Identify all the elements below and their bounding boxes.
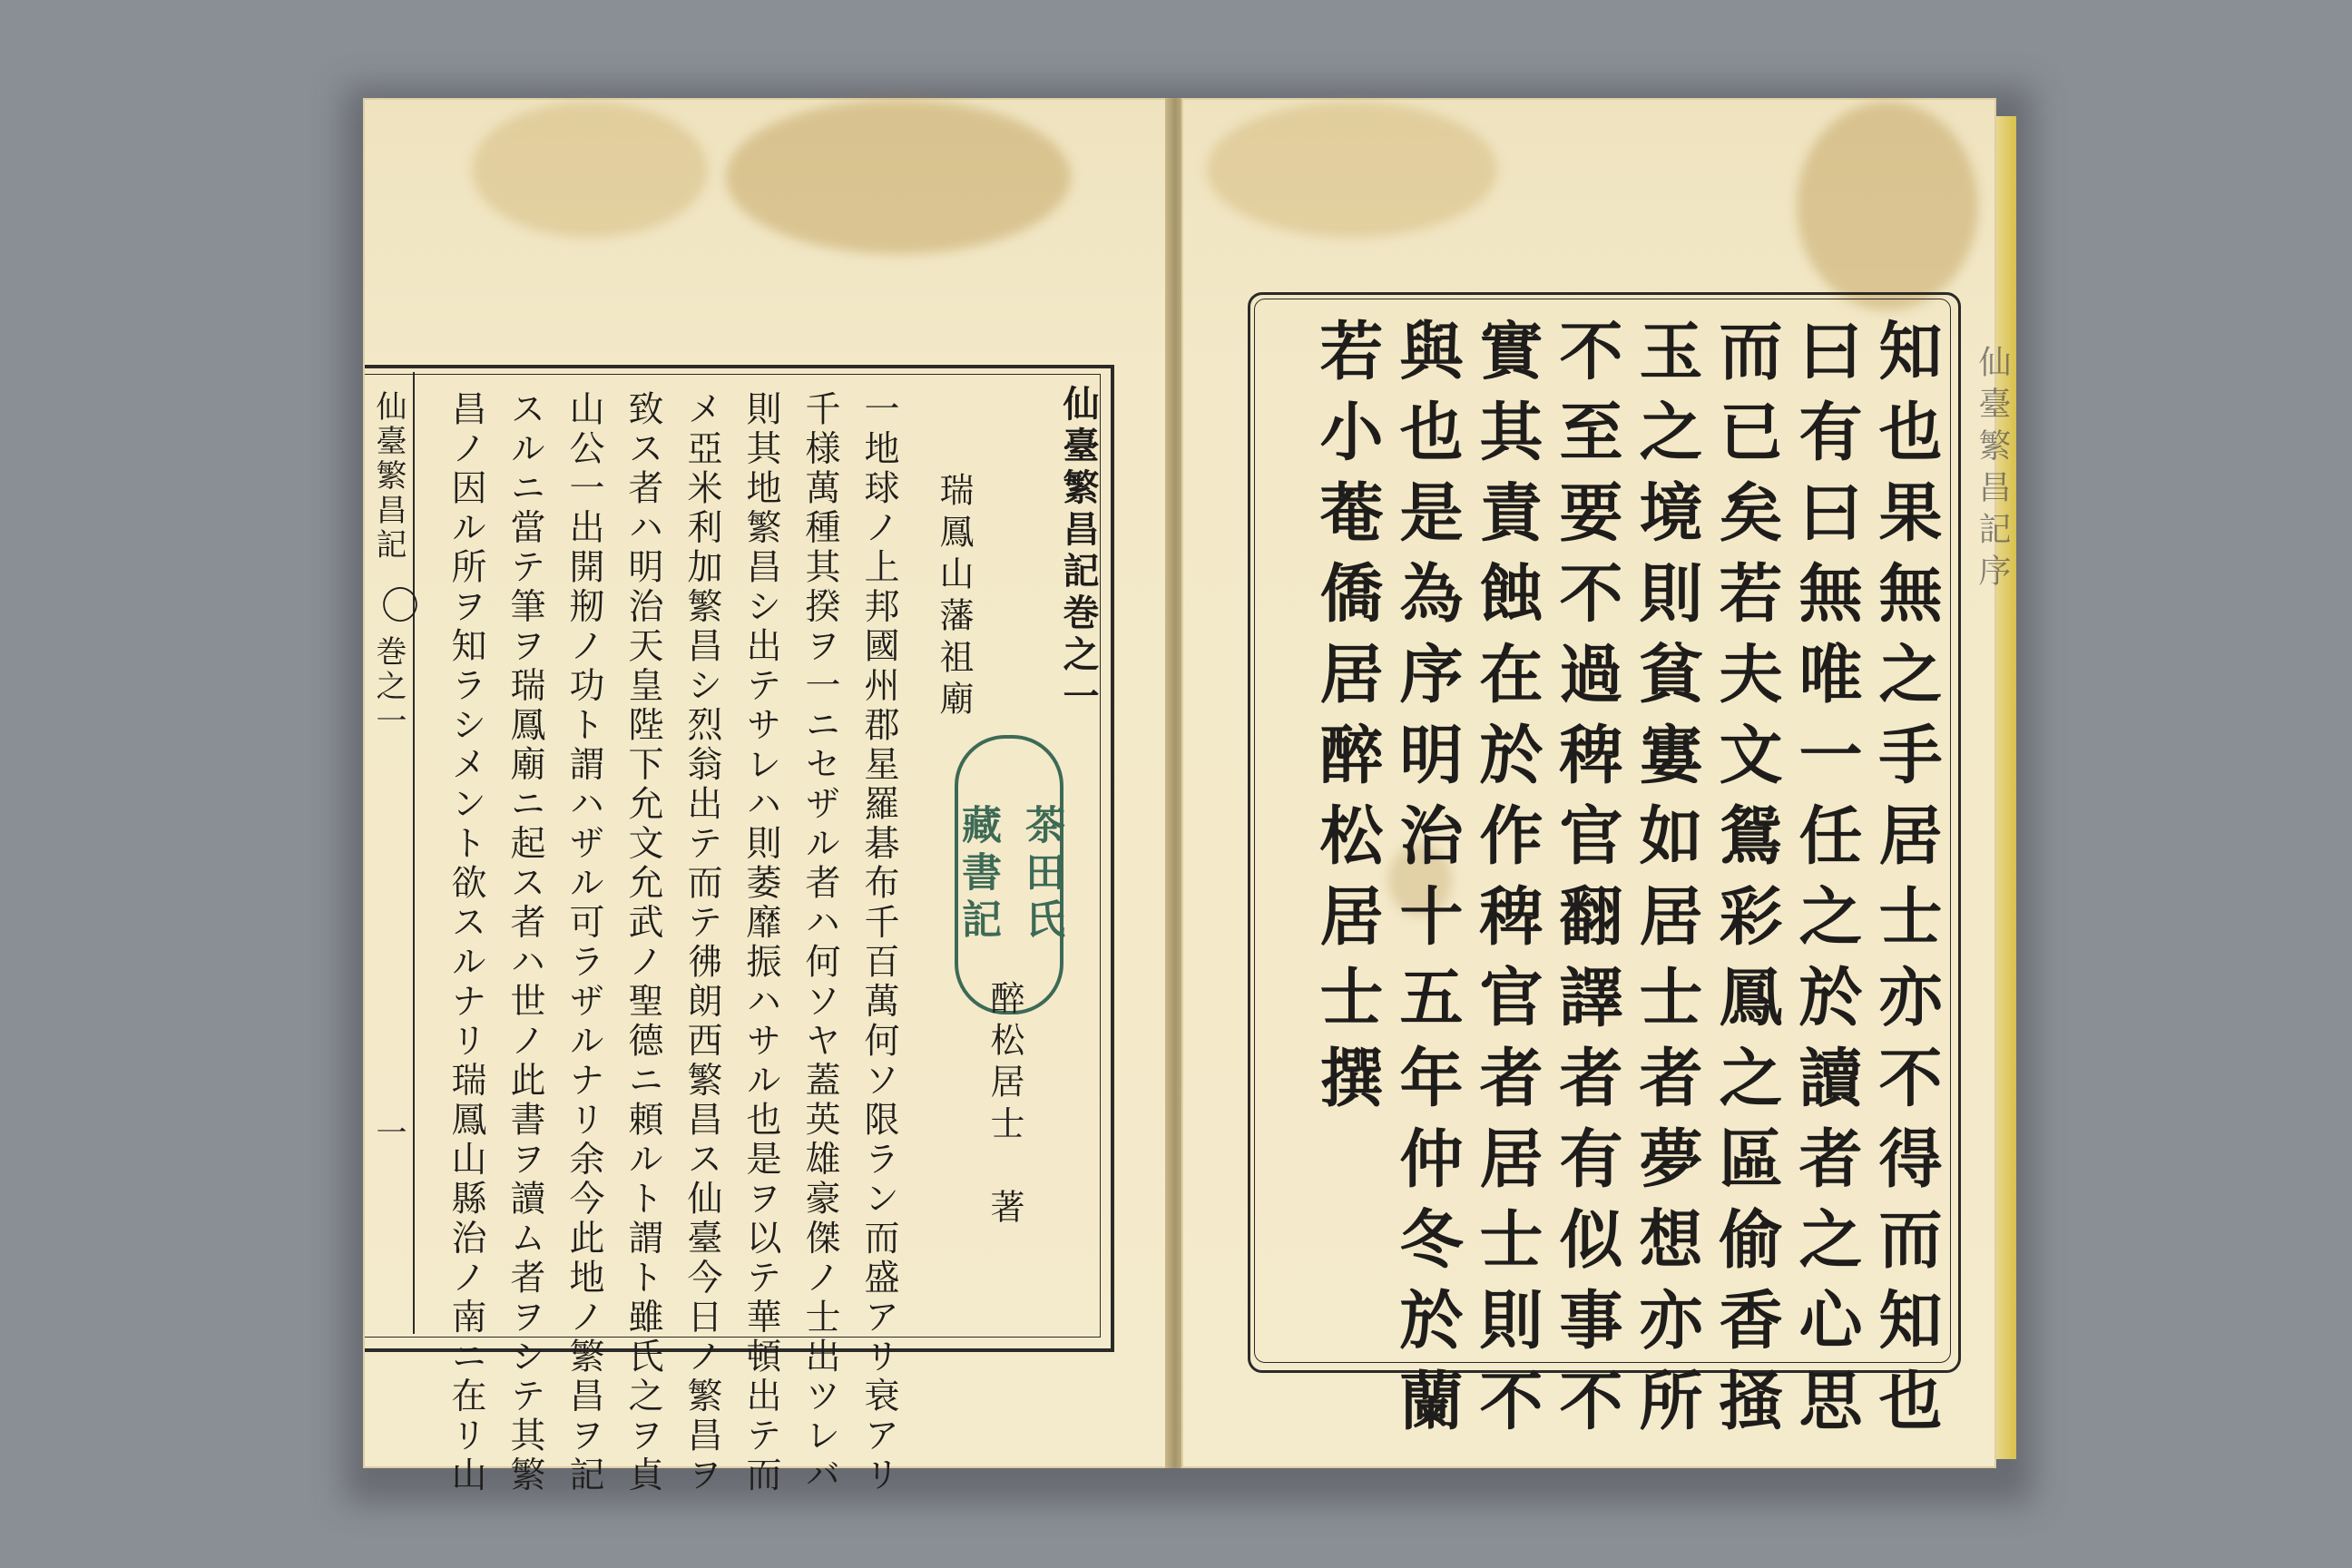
margin-page-number: 一 [370,1116,407,1152]
top-stain-left-center [726,100,1071,254]
author-name: 醉松居士 [985,980,1024,1147]
body-column-7: スルニ當テ筆ヲ瑞鳳廟ニ起ス者ハ世ノ此書ヲ讀ム者ヲシテ其繁 [505,390,545,1495]
body-column-1: 一地球ノ上邦國州郡星羅碁布千百萬何ソ限ラン而盛アリ衰アリ [858,390,899,1495]
top-stain-left [472,102,708,238]
preface-column-5: 不至要不過稗官翻譯者有似事不 [1549,318,1624,1448]
top-stain-right [1207,102,1497,238]
body-column-2: 千様萬種其揆ヲ一ニセザル者ハ何ソヤ蓋英雄豪傑ノ士出ツレバ [799,390,840,1495]
body-column-6: 山公一出開剏ノ功ト謂ハザル可ラザルナリ余今此地ノ繁昌ヲ記 [564,390,604,1495]
top-stain-right-corner [1797,102,1978,310]
ownership-seal [955,735,1063,1014]
preface-column-7: 與也是為序明治十五年仲冬於蘭 [1389,318,1465,1448]
preface-column-6: 實其責蝕在於作稗官者居士則不 [1469,318,1544,1448]
volume-heading: 仙臺繁昌記巻之一 [1057,385,1100,719]
seal-text-col-1: 茶田氏 [1018,804,1064,946]
body-column-8: 昌ノ因ル所ヲ知ラシメント欲スルナリ瑞鳳山縣治ノ南ニ在リ山 [446,390,486,1495]
margin-title: 仙臺繁昌記 [370,390,407,563]
page-edge [1996,116,2016,1459]
author-role: 著 [985,1189,1024,1228]
body-column-4: メ亞米利加繁昌シ烈翁出テ而テ彿朗西繁昌ス仙臺今日ノ繁昌ヲ [681,390,722,1495]
next-page-edge-text: 仙臺繁昌記序 [1974,345,2011,595]
preface-column-4: 玉之境則貧寠如居士者夢想亦所 [1629,318,1704,1448]
body-column-5: 致ス者ハ明治天皇陛下允文允武ノ聖德ニ頼ルト謂ト雖氏之ヲ貞 [622,390,663,1495]
body-column-3: 則其地繁昌シ出テサレハ則萎靡振ハサル也是ヲ以テ華頓出テ而 [740,390,781,1495]
section-title: 瑞鳳山藩祖廟 [934,472,974,722]
margin-volume: 巻之一 [370,635,407,739]
preface-column-2: 曰有曰無唯一任之於讀者之心思 [1788,318,1864,1448]
margin-circle-mark: 〇 [376,585,420,623]
seal-text-col-2: 藏書記 [955,804,1001,946]
preface-column-1: 知也果無之手居士亦不得而知也 [1868,318,1944,1448]
preface-column-3: 而已矣若夫文鴛彩鳳之區偷香掻 [1709,318,1784,1448]
preface-column-8: 若小菴僑居醉松居士撰 [1309,318,1385,1125]
